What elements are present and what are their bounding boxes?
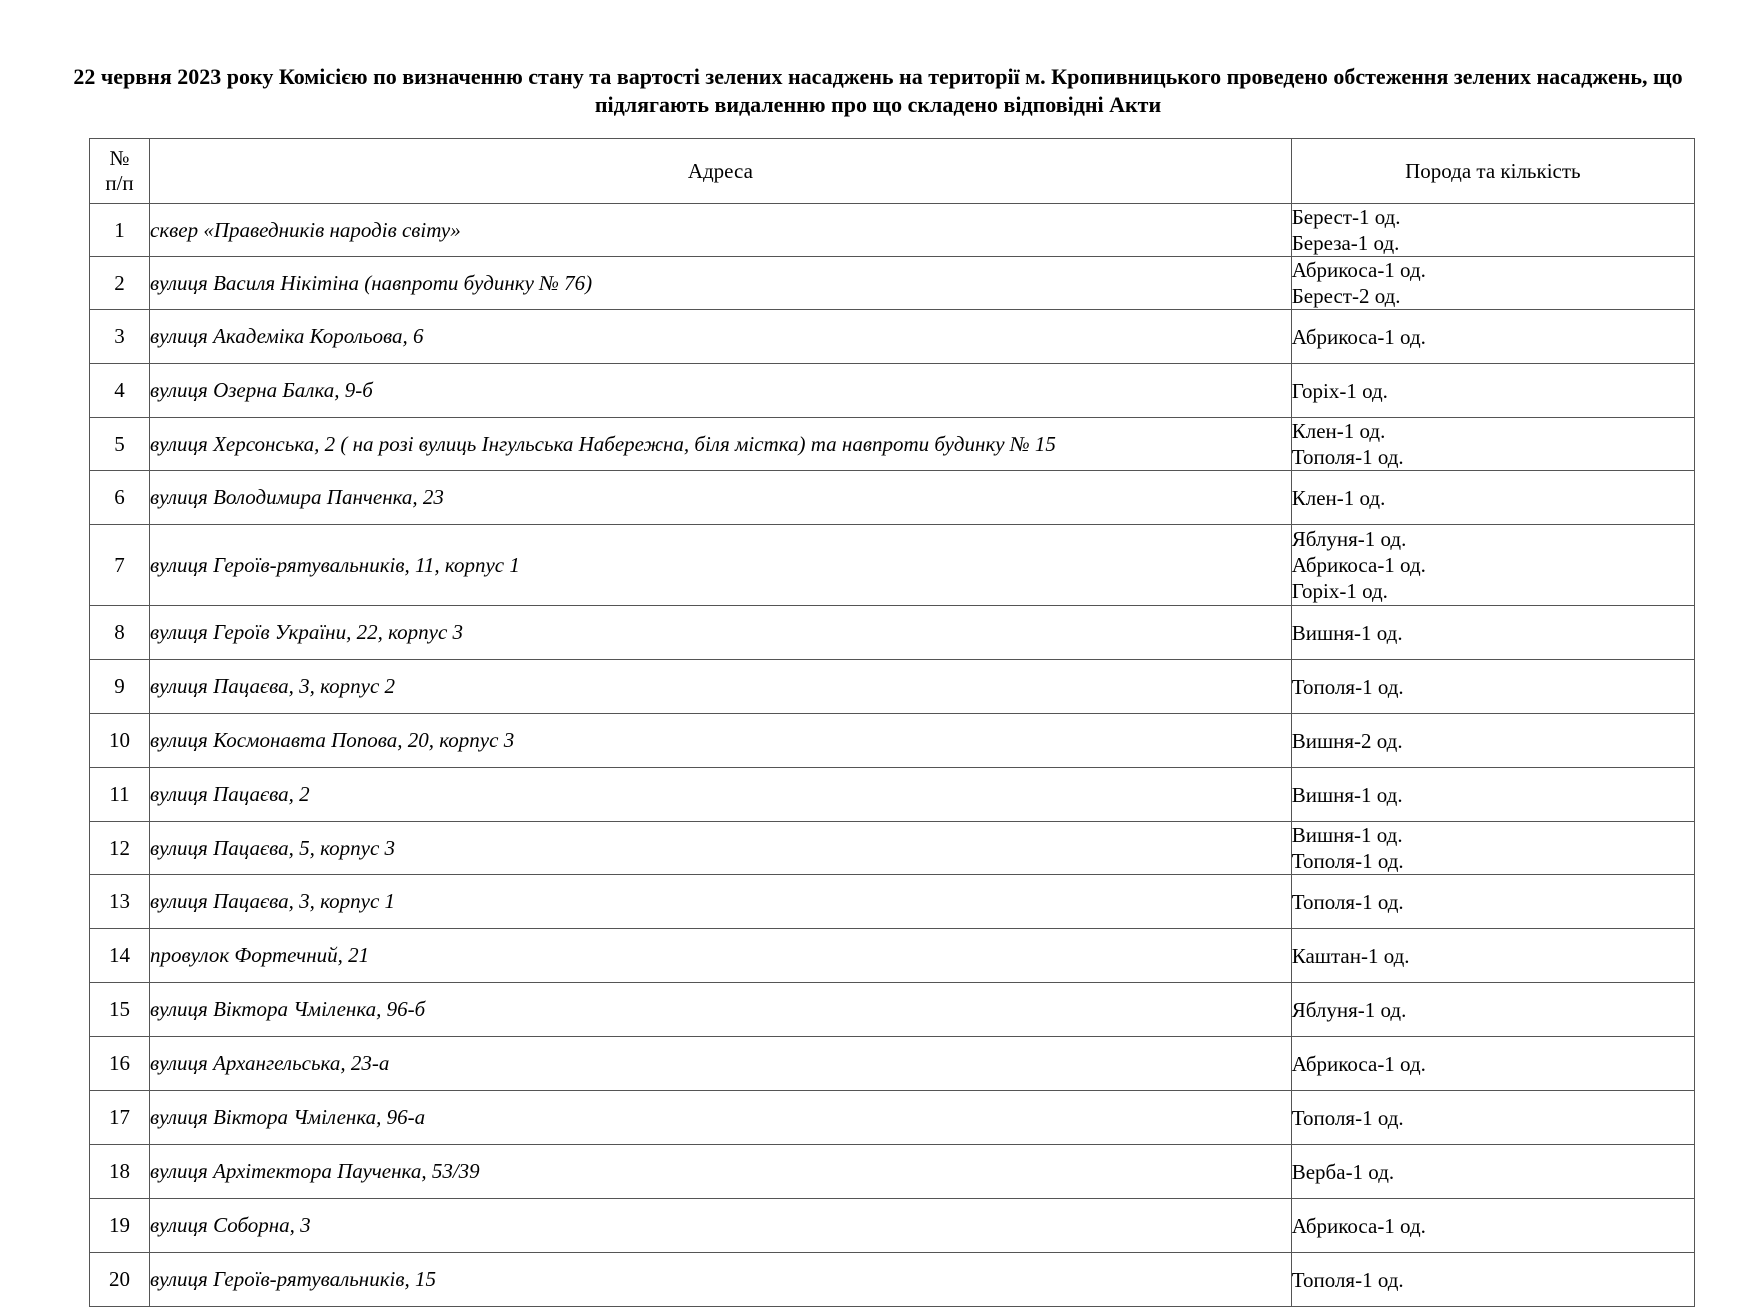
table-row bbox=[90, 660, 1695, 714]
species-entry: Клен-1 од. bbox=[1291, 485, 1386, 510]
table-row bbox=[90, 1253, 1695, 1307]
row-number: 17 bbox=[90, 1091, 150, 1145]
row-species bbox=[1291, 1145, 1694, 1199]
row-address: сквер «Праведників народів світу» bbox=[150, 204, 1292, 257]
table-row bbox=[90, 525, 1695, 606]
species-entry: Яблуня-1 од. bbox=[1291, 527, 1407, 551]
row-species bbox=[1291, 310, 1694, 364]
species-entry: Абрикоса-1 од. bbox=[1291, 258, 1426, 282]
row-number: 16 bbox=[90, 1037, 150, 1091]
species-entry: Вишня-1 од. bbox=[1291, 782, 1403, 807]
species-entry: Тополя-1 од. bbox=[1291, 1267, 1404, 1292]
row-address: вулиця Пацаєва, 2 bbox=[150, 768, 1292, 822]
row-number: 6 bbox=[90, 471, 150, 525]
species-entry: Абрикоса-1 од. bbox=[1291, 1051, 1426, 1076]
species-entry: Тополя-1 од. bbox=[1291, 1105, 1404, 1130]
row-address: вулиця Героїв України, 22, корпус 3 bbox=[150, 606, 1292, 660]
species-entry: Тополя-1 од. bbox=[1291, 445, 1404, 469]
row-species bbox=[1291, 606, 1694, 660]
row-number: 1 bbox=[90, 204, 150, 257]
row-species bbox=[1291, 1253, 1694, 1307]
row-species bbox=[1291, 983, 1694, 1037]
row-address: вулиця Героїв-рятувальників, 15 bbox=[150, 1253, 1292, 1307]
row-number: 12 bbox=[90, 822, 150, 875]
table-row bbox=[90, 714, 1695, 768]
species-entry: Клен-1 од. bbox=[1291, 419, 1386, 443]
row-species bbox=[1291, 257, 1694, 310]
table-row bbox=[90, 1145, 1695, 1199]
row-number: 3 bbox=[90, 310, 150, 364]
row-address: вулиця Херсонська, 2 ( на розі вулиць Інгульська Набережна, біля містка) та навпроти будинку № 15 bbox=[150, 418, 1292, 471]
row-species bbox=[1291, 418, 1694, 471]
table-row bbox=[90, 204, 1695, 257]
header-number-abbr: п/п bbox=[105, 171, 134, 195]
species-entry: Вишня-1 од. bbox=[1291, 620, 1403, 645]
row-address: провулок Фортечний, 21 bbox=[150, 929, 1292, 983]
species-entry: Вишня-2 од. bbox=[1291, 728, 1403, 753]
table-row bbox=[90, 768, 1695, 822]
row-number: 5 bbox=[90, 418, 150, 471]
species-entry: Вишня-1 од. bbox=[1291, 823, 1403, 847]
row-address: вулиця Віктора Чміленка, 96-б bbox=[150, 983, 1292, 1037]
acts-table bbox=[89, 138, 1695, 1307]
row-species bbox=[1291, 714, 1694, 768]
row-number: 9 bbox=[90, 660, 150, 714]
row-address: вулиця Архангельська, 23-а bbox=[150, 1037, 1292, 1091]
row-address: вулиця Соборна, 3 bbox=[150, 1199, 1292, 1253]
species-entry: Верба-1 од. bbox=[1291, 1159, 1395, 1184]
header-number-symbol: № bbox=[109, 146, 130, 170]
row-species bbox=[1291, 660, 1694, 714]
table-row bbox=[90, 1199, 1695, 1253]
table-row bbox=[90, 257, 1695, 310]
species-entry: Тополя-1 од. bbox=[1291, 849, 1404, 873]
table-row bbox=[90, 1037, 1695, 1091]
row-number: 8 bbox=[90, 606, 150, 660]
row-species bbox=[1291, 1091, 1694, 1145]
table-row bbox=[90, 1091, 1695, 1145]
row-address: вулиця Озерна Балка, 9-б bbox=[150, 364, 1292, 418]
table-row bbox=[90, 983, 1695, 1037]
row-species bbox=[1291, 1037, 1694, 1091]
species-entry: Абрикоса-1 од. bbox=[1291, 1213, 1426, 1238]
row-number: 7 bbox=[90, 525, 150, 606]
table-row bbox=[90, 822, 1695, 875]
row-address: вулиця Пацаєва, 3, корпус 1 bbox=[150, 875, 1292, 929]
table-row bbox=[90, 929, 1695, 983]
row-address: вулиця Академіка Корольова, 6 bbox=[150, 310, 1292, 364]
row-species bbox=[1291, 364, 1694, 418]
page-title: 22 червня 2023 року Комісією по визначенню стану та вартості зелених насаджень на території м. Кропивницького проведено обстеження зелених насаджень, що підлягають видаленню про що складено відповідні Акти bbox=[73, 64, 1683, 117]
row-number: 4 bbox=[90, 364, 150, 418]
species-entry: Горіх-1 од. bbox=[1291, 579, 1388, 603]
header-number bbox=[90, 139, 150, 204]
row-number: 2 bbox=[90, 257, 150, 310]
species-entry: Берест-2 од. bbox=[1291, 284, 1401, 308]
row-number: 13 bbox=[90, 875, 150, 929]
table-row bbox=[90, 364, 1695, 418]
row-number: 20 bbox=[90, 1253, 150, 1307]
row-address: вулиця Героїв-рятувальників, 11, корпус 1 bbox=[150, 525, 1292, 606]
table-row bbox=[90, 471, 1695, 525]
table-row bbox=[90, 310, 1695, 364]
species-entry: Береза-1 од. bbox=[1291, 231, 1400, 255]
table-row bbox=[90, 875, 1695, 929]
row-species bbox=[1291, 1199, 1694, 1253]
row-species bbox=[1291, 875, 1694, 929]
row-address: вулиця Віктора Чміленка, 96-а bbox=[150, 1091, 1292, 1145]
species-entry: Тополя-1 од. bbox=[1291, 889, 1404, 914]
row-address: вулиця Володимира Панченка, 23 bbox=[150, 471, 1292, 525]
row-species bbox=[1291, 929, 1694, 983]
header-address: Адреса bbox=[150, 139, 1292, 204]
row-address: вулиця Космонавта Попова, 20, корпус 3 bbox=[150, 714, 1292, 768]
species-entry: Каштан-1 од. bbox=[1291, 943, 1410, 968]
table-row bbox=[90, 418, 1695, 471]
acts-table-body bbox=[90, 204, 1695, 1307]
row-number: 18 bbox=[90, 1145, 150, 1199]
species-entry: Горіх-1 од. bbox=[1291, 378, 1388, 403]
row-number: 15 bbox=[90, 983, 150, 1037]
row-species bbox=[1291, 525, 1694, 606]
row-number: 19 bbox=[90, 1199, 150, 1253]
row-number: 11 bbox=[90, 768, 150, 822]
row-species bbox=[1291, 768, 1694, 822]
row-address: вулиця Пацаєва, 5, корпус 3 bbox=[150, 822, 1292, 875]
row-address: вулиця Архітектора Паученка, 53/39 bbox=[150, 1145, 1292, 1199]
row-number: 14 bbox=[90, 929, 150, 983]
row-species bbox=[1291, 471, 1694, 525]
row-address: вулиця Василя Нікітіна (навпроти будинку № 76) bbox=[150, 257, 1292, 310]
species-entry: Тополя-1 од. bbox=[1291, 674, 1404, 699]
row-number: 10 bbox=[90, 714, 150, 768]
header-species: Порода та кількість bbox=[1291, 139, 1694, 204]
species-entry: Абрикоса-1 од. bbox=[1291, 553, 1426, 577]
species-entry: Абрикоса-1 од. bbox=[1291, 324, 1426, 349]
row-address: вулиця Пацаєва, 3, корпус 2 bbox=[150, 660, 1292, 714]
row-species bbox=[1291, 204, 1694, 257]
table-header-row bbox=[90, 139, 1695, 204]
table-row bbox=[90, 606, 1695, 660]
species-entry: Яблуня-1 од. bbox=[1291, 997, 1407, 1022]
row-species bbox=[1291, 822, 1694, 875]
species-entry: Берест-1 од. bbox=[1291, 205, 1401, 229]
